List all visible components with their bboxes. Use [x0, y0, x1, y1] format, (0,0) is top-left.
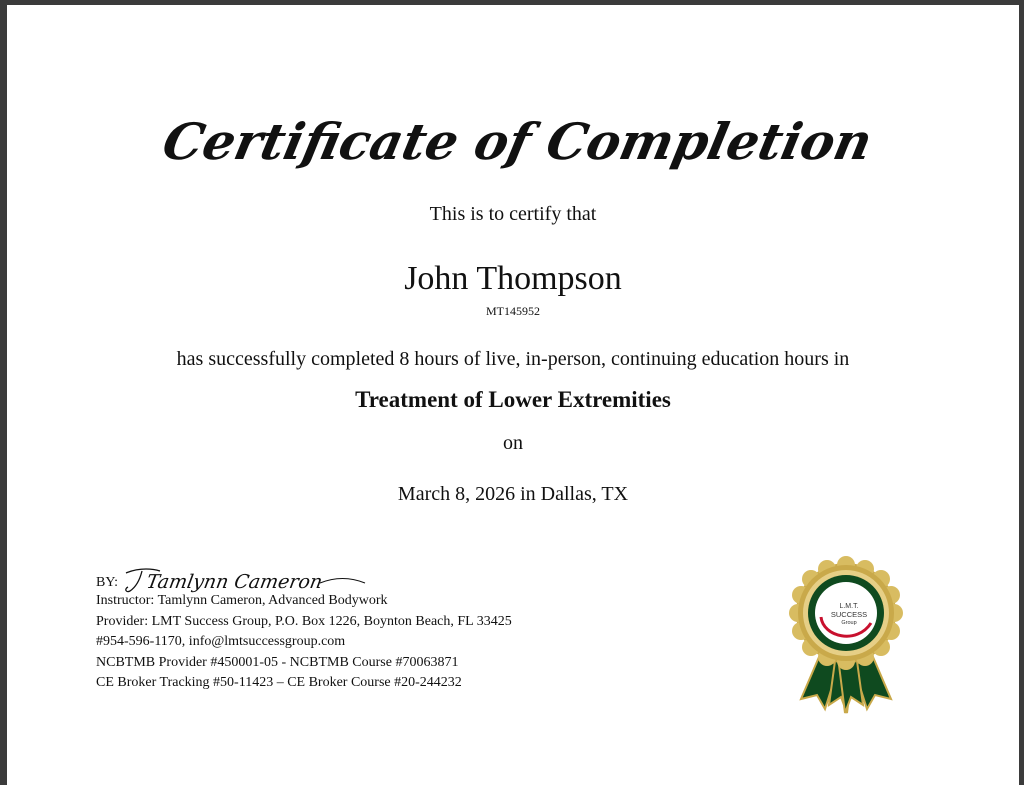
recipient-id: MT145952	[486, 304, 540, 318]
completion-statement: has successfully completed 8 hours of live, in-person, continuing education hours in	[176, 348, 850, 370]
certificate-page	[7, 5, 1019, 785]
seal-line2: SUCCESS	[830, 610, 868, 619]
ncbtmb-line: NCBTMB Provider #450001-05 - NCBTMB Course #70063871	[96, 654, 459, 670]
seal-line1: L.M.T.	[839, 603, 859, 610]
ce-broker-line: CE Broker Tracking #50-11423 – CE Broker Course #20-244232	[96, 675, 462, 690]
date-location: March 8, 2026 in Dallas, TX	[397, 483, 629, 505]
on-word: on	[503, 432, 523, 454]
provider-info	[96, 591, 512, 694]
award-seal-icon	[777, 557, 915, 715]
contact-line: #954-596-1170, info@lmtsuccessgroup.com	[96, 634, 346, 649]
instructor-line: Instructor: Tamlynn Cameron, Advanced Bodywork	[96, 593, 388, 608]
seal-line3: Group	[841, 620, 857, 626]
by-label: BY:	[96, 575, 119, 590]
certificate-title	[7, 97, 1019, 197]
certify-line: This is to certify that	[429, 203, 597, 225]
recipient-name: John Thompson	[404, 260, 622, 297]
certificate-title-text: Certificate of Completion	[157, 112, 878, 171]
provider-line: Provider: LMT Success Group, P.O. Box 1226, Boynton Beach, FL 33425	[96, 613, 512, 629]
course-title: Treatment of Lower Extremities	[355, 387, 671, 412]
signature-text: Tamlynn Cameron	[144, 570, 325, 593]
